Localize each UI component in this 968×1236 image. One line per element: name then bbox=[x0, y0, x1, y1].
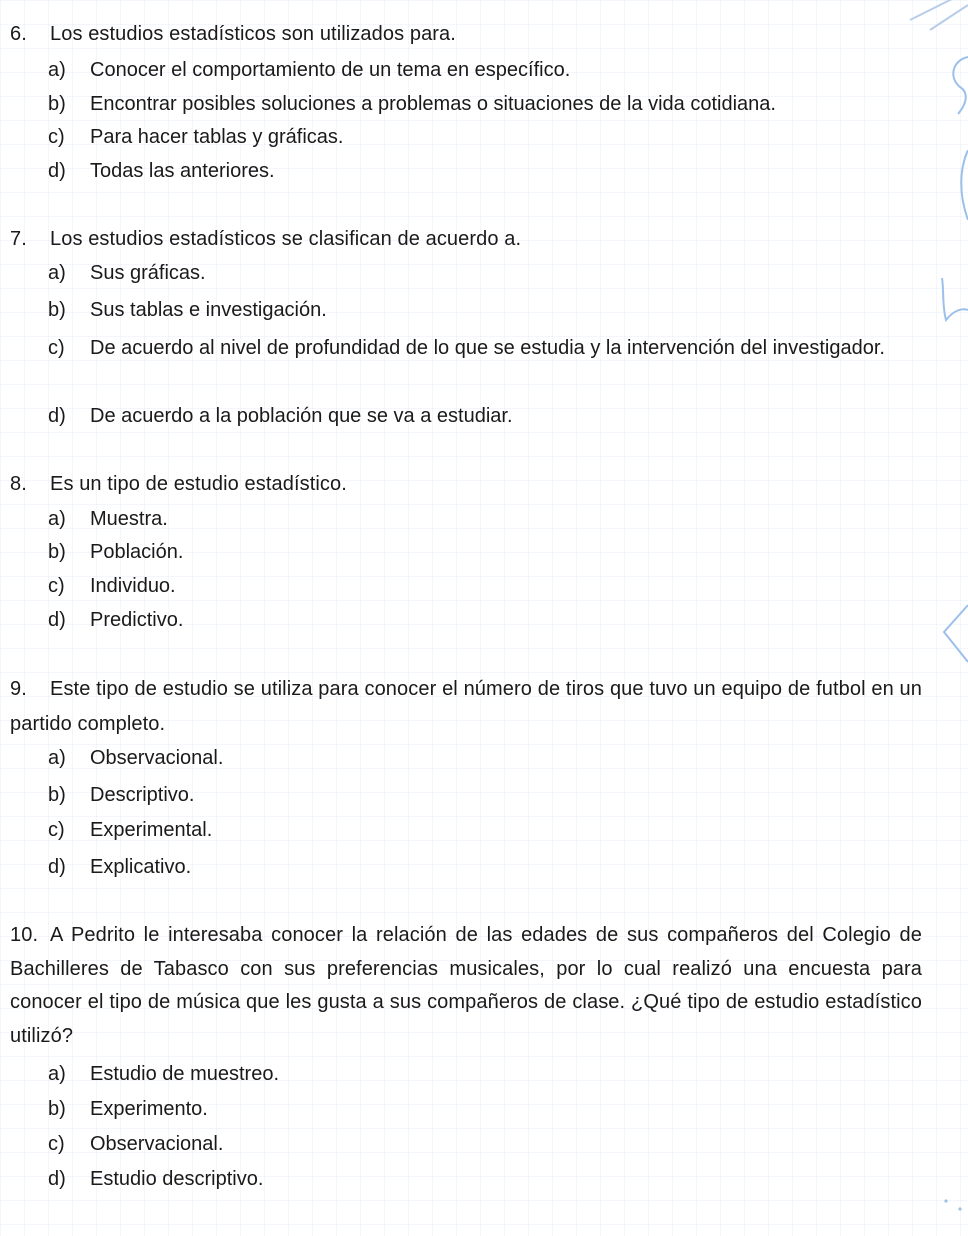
option-letter: b) bbox=[48, 93, 66, 115]
option-text: Explicativo. bbox=[90, 856, 192, 878]
option-7c bbox=[48, 331, 922, 366]
option-10a bbox=[48, 1058, 279, 1090]
option-text: Población. bbox=[90, 541, 184, 563]
option-letter: a) bbox=[48, 747, 66, 769]
option-text: Experimento. bbox=[90, 1098, 208, 1120]
option-text: Descriptivo. bbox=[90, 784, 195, 806]
option-letter: b) bbox=[48, 541, 66, 563]
option-letter: d) bbox=[48, 609, 66, 631]
option-letter: c) bbox=[48, 337, 65, 359]
bracket-doodle bbox=[936, 270, 968, 330]
question-text: A Pedrito le interesaba conocer la relación de las edades de sus compañeros del Colegio de Bachilleres de Tabasco con sus preferencias musicales, por lo cual realizó una encuesta para conocer el tipo de música que les gusta a sus compañeros de clase. ¿Qué tipo de estudio estadístico utilizó? bbox=[10, 924, 922, 1047]
option-10d bbox=[48, 1163, 263, 1195]
question-number: 8. bbox=[10, 473, 27, 495]
option-9a bbox=[48, 742, 223, 774]
option-letter: c) bbox=[48, 1133, 65, 1155]
option-text: Estudio descriptivo. bbox=[90, 1168, 264, 1190]
option-text: Sus gráficas. bbox=[90, 262, 206, 284]
question-10 bbox=[10, 919, 922, 1053]
option-letter: d) bbox=[48, 1168, 66, 1190]
option-letter: b) bbox=[48, 784, 66, 806]
option-7d bbox=[48, 400, 513, 432]
option-text: Muestra. bbox=[90, 508, 168, 530]
option-text: Sus tablas e investigación. bbox=[90, 299, 327, 321]
question-number: 9. bbox=[10, 678, 27, 700]
option-6c bbox=[48, 121, 343, 153]
option-text: Observacional. bbox=[90, 747, 224, 769]
question-number: 7. bbox=[10, 228, 27, 250]
question-number: 6. bbox=[10, 23, 27, 45]
option-letter: c) bbox=[48, 575, 65, 597]
dots-doodle bbox=[938, 1195, 968, 1215]
option-text: Todas las anteriores. bbox=[90, 160, 275, 182]
chevron-doodle bbox=[936, 600, 968, 670]
option-letter: d) bbox=[48, 856, 66, 878]
option-text: Individuo. bbox=[90, 575, 176, 597]
option-7b bbox=[48, 294, 327, 326]
option-8b bbox=[48, 536, 183, 568]
option-6a bbox=[48, 54, 570, 86]
option-letter: b) bbox=[48, 1098, 66, 1120]
swirl-doodle bbox=[938, 52, 968, 122]
option-9b bbox=[48, 779, 194, 811]
option-letter: b) bbox=[48, 299, 66, 321]
question-number: 10. bbox=[10, 924, 39, 946]
question-text: Este tipo de estudio se utiliza para conocer el número de tiros que tuvo un equipo de futbol en un partido completo. bbox=[10, 678, 922, 735]
option-9d bbox=[48, 851, 191, 883]
option-letter: a) bbox=[48, 508, 66, 530]
option-text: Estudio de muestreo. bbox=[90, 1063, 279, 1085]
question-text: Es un tipo de estudio estadístico. bbox=[50, 473, 347, 495]
option-8a bbox=[48, 503, 168, 535]
question-8 bbox=[10, 468, 347, 500]
option-letter: d) bbox=[48, 405, 66, 427]
question-text: Los estudios estadísticos son utilizados para. bbox=[50, 23, 456, 45]
corner-doodle-lines bbox=[900, 0, 968, 60]
option-text: Conocer el comportamiento de un tema en específico. bbox=[90, 59, 571, 81]
question-text: Los estudios estadísticos se clasifican de acuerdo a. bbox=[50, 228, 522, 250]
question-7 bbox=[10, 223, 521, 255]
option-letter: c) bbox=[48, 819, 65, 841]
option-text: Para hacer tablas y gráficas. bbox=[90, 126, 344, 148]
option-6d bbox=[48, 155, 275, 187]
option-text: Encontrar posibles soluciones a problemas o situaciones de la vida cotidiana. bbox=[90, 93, 776, 115]
option-10b bbox=[48, 1093, 208, 1125]
option-text: Observacional. bbox=[90, 1133, 224, 1155]
option-letter: c) bbox=[48, 126, 65, 148]
option-letter: a) bbox=[48, 59, 66, 81]
option-text: De acuerdo al nivel de profundidad de lo que se estudia y la intervención del investigador. bbox=[90, 337, 885, 359]
question-9 bbox=[10, 672, 922, 742]
option-text: Predictivo. bbox=[90, 609, 184, 631]
option-7a bbox=[48, 257, 206, 289]
option-letter: d) bbox=[48, 160, 66, 182]
option-8c bbox=[48, 570, 176, 602]
option-10c bbox=[48, 1128, 223, 1160]
option-9c bbox=[48, 814, 212, 846]
option-letter: a) bbox=[48, 262, 66, 284]
edge-curve-doodle bbox=[955, 150, 968, 220]
option-text: De acuerdo a la población que se va a estudiar. bbox=[90, 405, 513, 427]
option-letter: a) bbox=[48, 1063, 66, 1085]
question-6 bbox=[10, 18, 456, 50]
option-text: Experimental. bbox=[90, 819, 213, 841]
option-6b bbox=[48, 88, 776, 120]
option-8d bbox=[48, 604, 183, 636]
